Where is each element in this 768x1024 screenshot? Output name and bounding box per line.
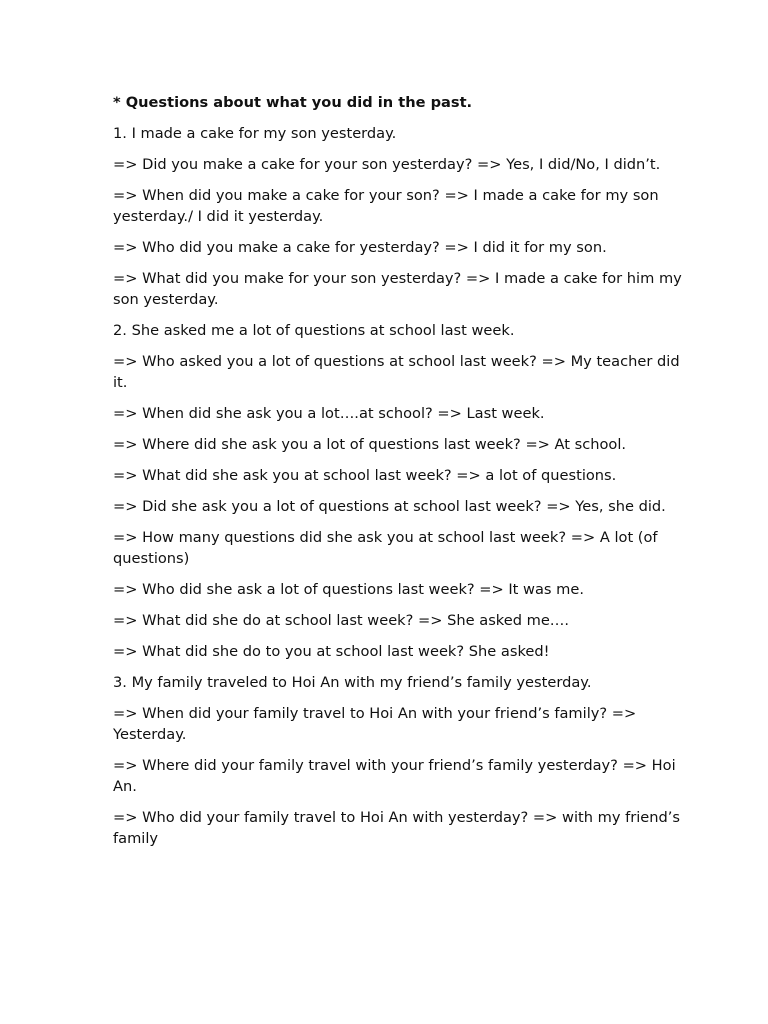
paragraph: => What did she do at school last week? => She asked me…. xyxy=(113,612,570,629)
paragraph: => What did you make for your son yesterday? => I made a cake for him my son yesterday. xyxy=(113,270,682,308)
paragraph: => When did she ask you a lot….at school? => Last week. xyxy=(113,405,545,422)
paragraph: => Who did you make a cake for yesterday? => I did it for my son. xyxy=(113,239,607,256)
paragraph: => What did she ask you at school last week? => a lot of questions. xyxy=(113,467,617,484)
paragraph: => Where did your family travel with your friend’s family yesterday? => Hoi An. xyxy=(113,757,676,795)
paragraph: => Did she ask you a lot of questions at school last week? => Yes, she did. xyxy=(113,498,666,515)
document-title: * Questions about what you did in the past. xyxy=(113,94,473,111)
paragraph: => Who asked you a lot of questions at school last week? => My teacher did it. xyxy=(113,353,680,391)
paragraph: 3. My family traveled to Hoi An with my friend’s family yesterday. xyxy=(113,674,592,691)
paragraph: 1. I made a cake for my son yesterday. xyxy=(113,125,397,142)
paragraph: => Who did she ask a lot of questions last week? => It was me. xyxy=(113,581,584,598)
paragraph: => When did your family travel to Hoi An with your friend’s family? => Yesterday. xyxy=(113,705,637,743)
paragraph: => Where did she ask you a lot of questions last week? => At school. xyxy=(113,436,627,453)
paragraph: => Who did your family travel to Hoi An with yesterday? => with my friend’s family xyxy=(113,809,681,847)
paragraph: => How many questions did she ask you at school last week? => A lot (of questions) xyxy=(113,529,658,567)
paragraph: => What did she do to you at school last week? She asked! xyxy=(113,643,550,660)
paragraph: => Did you make a cake for your son yesterday? => Yes, I did/No, I didn’t. xyxy=(113,156,661,173)
paragraph: 2. She asked me a lot of questions at school last week. xyxy=(113,322,515,339)
paragraph: => When did you make a cake for your son? => I made a cake for my son yesterday./ I did it yesterday. xyxy=(113,187,659,225)
document-page xyxy=(113,92,683,859)
